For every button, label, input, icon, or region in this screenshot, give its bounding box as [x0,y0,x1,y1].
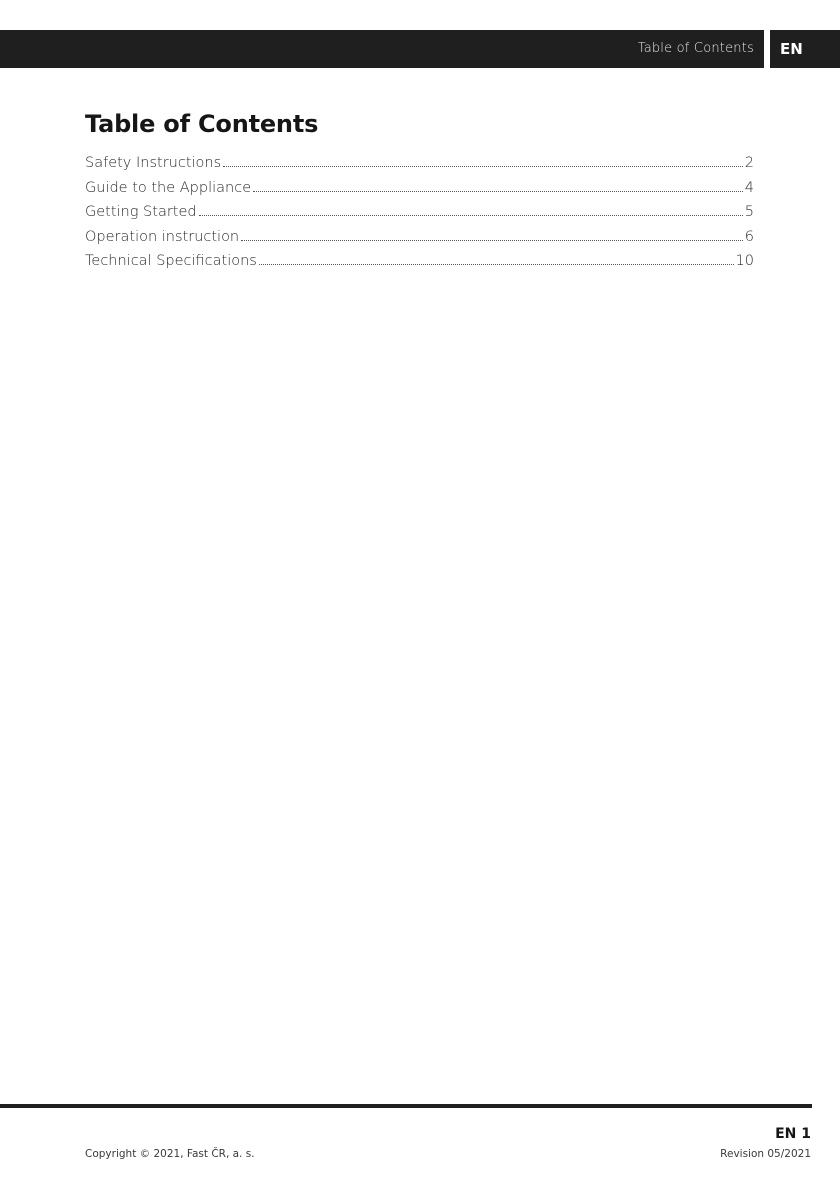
toc-item-guide-to-the-appliance[interactable] [85,180,754,205]
toc-item-technical-specifications[interactable] [85,253,754,278]
dot-leader [259,264,734,265]
dot-leader [199,215,743,216]
toc-item-page: 10 [735,253,754,269]
toc-item-label: Operation instruction [85,228,240,245]
toc-item-getting-started[interactable] [85,204,754,229]
toc-item-safety-instructions[interactable] [85,155,754,180]
toc-item-page: 2 [744,155,754,171]
toc-item-label: Getting Started [85,204,197,220]
toc-item-page: 5 [744,204,754,220]
toc-item-operation-instruction[interactable] [85,229,754,254]
language-badge [770,30,840,68]
toc-item-label: Guide to the Appliance [85,179,252,196]
page-title: Table of Contents [85,110,319,138]
header-bar [0,30,764,68]
dot-leader [253,191,743,192]
footer-copyright: Copyright © 2021, Fast ČR, a. s. [85,1148,255,1160]
footer-revision: Revision 05/2021 [720,1148,811,1160]
footer-page-number: EN 1 [775,1126,811,1142]
toc-item-label: Technical Specifications [85,253,257,269]
toc-item-page: 6 [744,228,754,245]
toc-item-page: 4 [744,179,754,196]
language-label: EN [780,40,803,58]
header-section-title: Table of Contents [637,41,754,56]
table-of-contents [85,155,754,278]
dot-leader [241,240,743,241]
dot-leader [223,166,743,167]
footer-divider [0,1104,812,1108]
toc-item-label: Safety Instructions [85,155,222,171]
